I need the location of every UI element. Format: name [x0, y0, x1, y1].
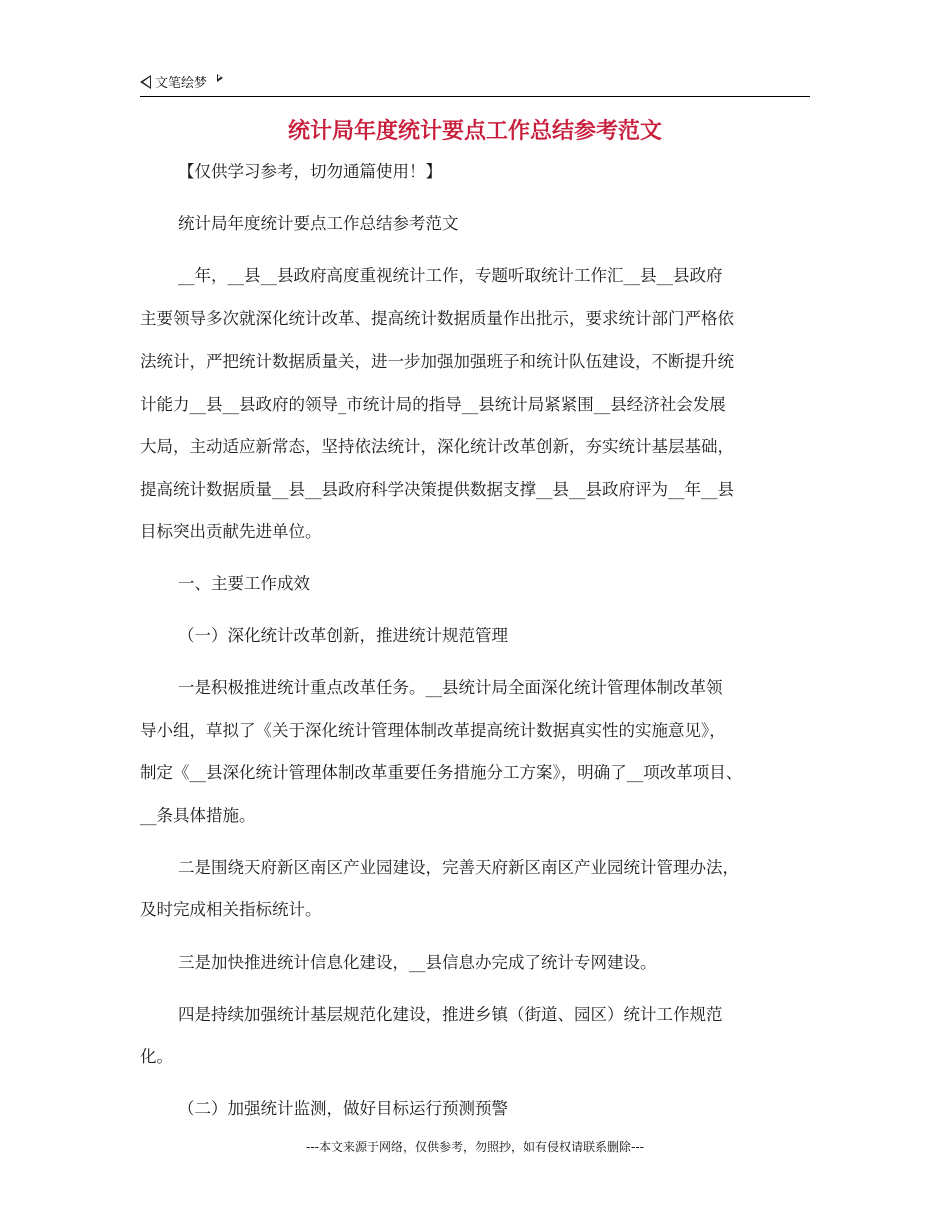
- text-line: 制定《__县深化统计管理体制改革重要任务措施分工方案》，明确了__项改革项目、: [140, 763, 743, 782]
- text-line: 目标突出贡献先进单位。: [140, 522, 322, 541]
- triangle-right-icon: [217, 74, 223, 82]
- brand: [140, 72, 223, 91]
- text-line: 统计局年度统计要点工作总结参考范文: [178, 214, 459, 233]
- text-line: __年，__县__县政府高度重视统计工作，专题听取统计工作汇__县__县政府: [178, 266, 723, 285]
- text-line: __条具体措施。: [140, 806, 256, 825]
- text-line: 及时完成相关指标统计。: [140, 900, 322, 919]
- text-line: 提高统计数据质量__县__县政府科学决策提供数据支撑__县__县政府评为__年__县: [140, 480, 734, 499]
- triangle-left-icon: [140, 75, 151, 89]
- text-line: 计能力__县__县政府的领导_市统计局的指导__县统计局紧紧围__县经济社会发展: [140, 395, 726, 414]
- text-line: 二是围绕天府新区南区产业园建设，完善天府新区南区产业园统计管理办法，: [178, 858, 739, 877]
- page-header: [140, 72, 810, 97]
- section-heading: 一、主要工作成效: [178, 574, 310, 593]
- text-line: 三是加快推进统计信息化建设，__县信息办完成了统计专网建设。: [178, 953, 657, 972]
- text-line: 四是持续加强统计基层规范化建设，推进乡镇（街道、园区）统计工作规范: [178, 1005, 723, 1024]
- document-title: 统计局年度统计要点工作总结参考范文: [287, 119, 662, 144]
- text-line: 一是积极推进统计重点改革任务。__县统计局全面深化统计管理体制改革领: [178, 678, 723, 697]
- notice: 【仅供学习参考，切勿通篇使用！】: [178, 162, 442, 181]
- subsection-heading: （二）加强统计监测，做好目标运行预测预警: [178, 1099, 508, 1118]
- text-line: 导小组，草拟了《关于深化统计管理体制改革提高统计数据真实性的实施意见》，: [140, 721, 726, 740]
- footer-disclaimer: ---本文来源于网络，仅供参考，勿照抄，如有侵权请联系删除---: [306, 1140, 644, 1154]
- subsection-heading: （一）深化统计改革创新，推进统计规范管理: [178, 626, 508, 645]
- text-line: 化。: [140, 1047, 173, 1066]
- text-line: 法统计，严把统计数据质量关，进一步加强加强班子和统计队伍建设，不断提升统: [140, 352, 734, 371]
- text-line: 大局，主动适应新常态，坚持依法统计，深化统计改革创新，夯实统计基层基础，: [140, 437, 734, 456]
- text-line: 主要领导多次就深化统计改革、提高统计数据质量作出批示，要求统计部门严格依: [140, 309, 734, 328]
- brand-label: 文笔绘梦: [155, 76, 208, 91]
